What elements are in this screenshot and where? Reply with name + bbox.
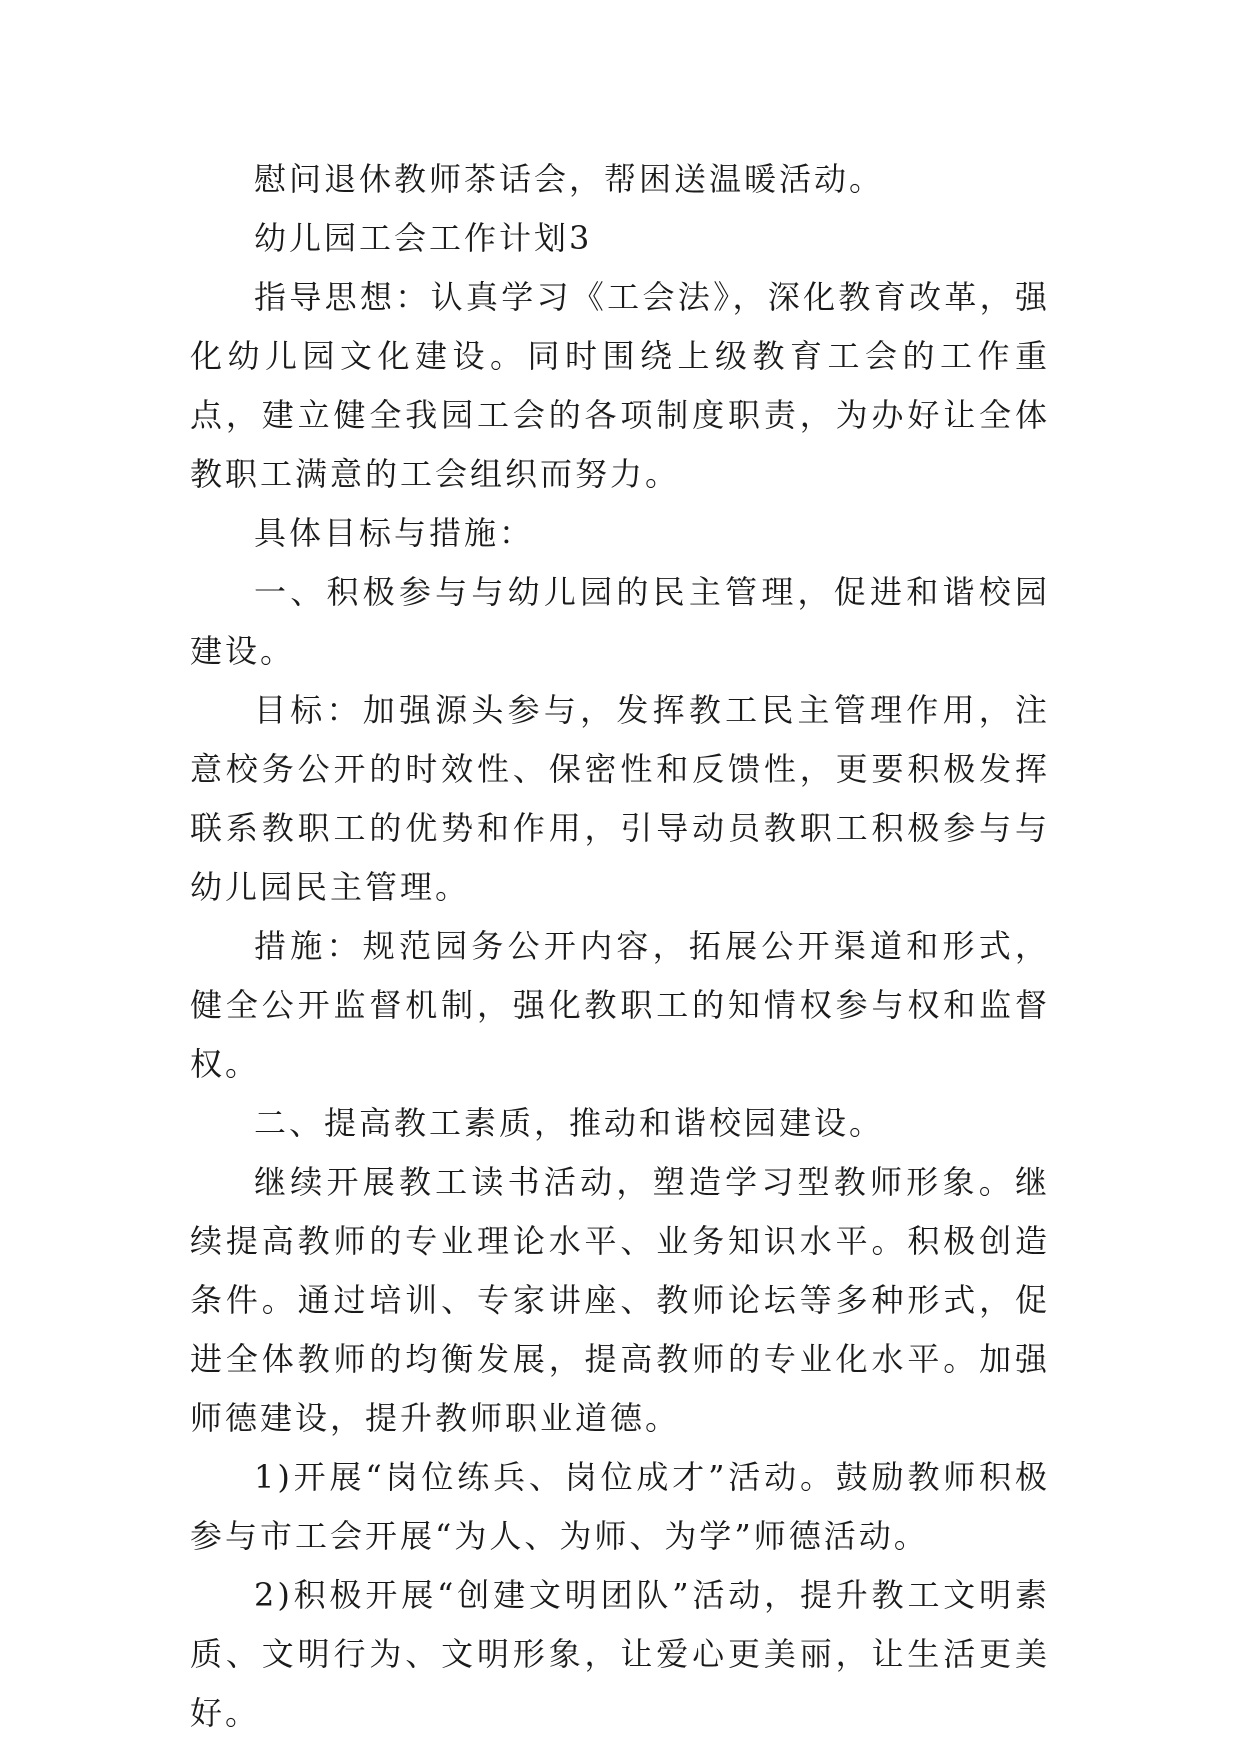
paragraph-2: 幼儿园工会工作计划3: [254, 219, 593, 257]
paragraph-11: 2)积极开展“创建文明团队”活动，提升教工文明素质、文明行为、文明形象，让爱心更美丽，让生活更美好。: [190, 1576, 1050, 1732]
paragraph-3: 指导思想：认真学习《工会法》，深化教育改革，强化幼儿园文化建设。同时围绕上级教育工会的工作重点，建立健全我园工会的各项制度职责，为办好让全体教职工满意的工会组织而努力。: [190, 278, 1050, 493]
paragraph-1: 慰问退休教师茶话会，帮困送温暖活动。: [254, 160, 885, 198]
document-page: [190, 150, 1050, 1743]
paragraph-8: 二、提高教工素质，推动和谐校园建设。: [254, 1104, 885, 1142]
paragraph-4: 具体目标与措施：: [254, 514, 535, 552]
paragraph-9: 继续开展教工读书活动，塑造学习型教师形象。继续提高教师的专业理论水平、业务知识水平。积极创造条件。通过培训、专家讲座、教师论坛等多种形式，促进全体教师的均衡发展，提高教师的专业化水平。加强师德建设，提升教师职业道德。: [190, 1163, 1050, 1437]
paragraph-6: 目标：加强源头参与，发挥教工民主管理作用，注意校务公开的时效性、保密性和反馈性，更要积极发挥联系教职工的优势和作用，引导动员教职工积极参与与幼儿园民主管理。: [190, 691, 1050, 906]
paragraph-5: 一、积极参与与幼儿园的民主管理，促进和谐校园建设。: [190, 573, 1050, 670]
paragraph-7: 措施：规范园务公开内容，拓展公开渠道和形式，健全公开监督机制，强化教职工的知情权参与权和监督权。: [190, 927, 1050, 1083]
paragraph-10: 1)开展“岗位练兵、岗位成才”活动。鼓励教师积极参与市工会开展“为人、为师、为学”师德活动。: [190, 1458, 1050, 1555]
